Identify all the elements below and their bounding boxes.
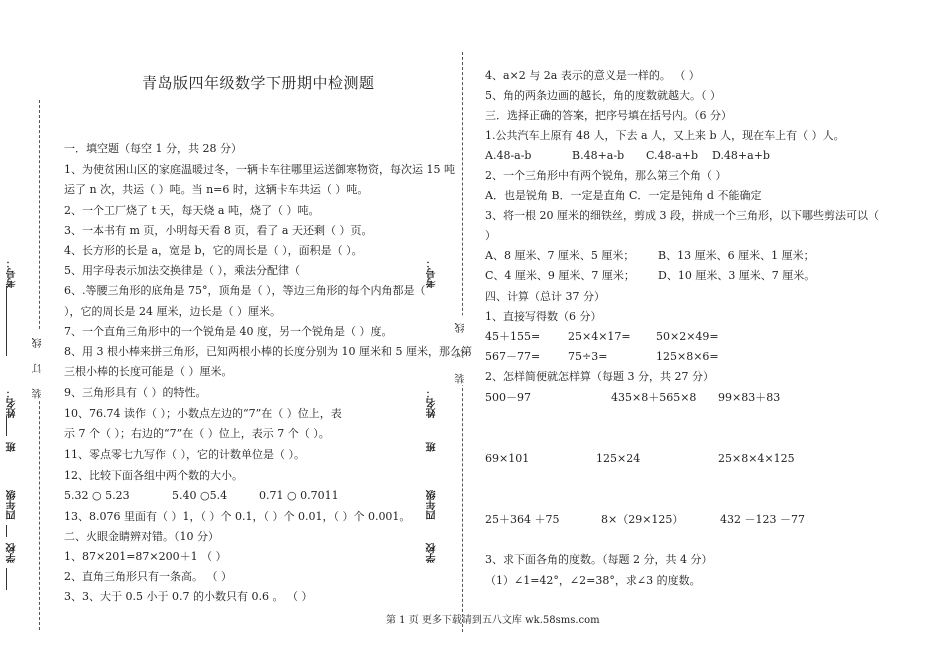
- xingming-fill-line-left: [6, 416, 8, 436]
- simplify-item: 25＋364 ＋75: [485, 513, 560, 526]
- choice-2-options: A．也是锐角 B．一定是直角 C．一定是钝角 d 不能确定: [485, 189, 762, 202]
- simplify-item: 435×8＋565×8: [611, 391, 697, 404]
- ban-label-left: 班: [7, 442, 18, 452]
- question-2: 2、一个工厂烧了 t 天，每天烧 a 吨，烧了（ ）吨。: [64, 204, 320, 217]
- judge-3: 3、3、大于 0.5 小于 0.7 的小数只有 0.6 。 （ ）: [64, 590, 313, 603]
- judge-5: 5、角的两条边画的越长，角的度数就越大。（ ）: [485, 89, 721, 102]
- question-8-line1: 8、用 3 根小棒来拼三角形，已知两根小棒的长度分别为 10 厘米和 5 厘米，那么第: [64, 345, 472, 358]
- part-2-heading: 2、怎样简便就怎样算（每题 3 分，共 27 分）: [485, 370, 714, 383]
- part-3-heading: 3、求下面各角的度数。（每题 2 分，共 4 分）: [485, 553, 713, 566]
- zhuangding-label-mid: 装 订 线: [456, 317, 467, 384]
- kaohao-fill-line-left: [6, 286, 8, 356]
- section-2-heading: 二、火眼金睛辨对错。（10 分）: [64, 530, 219, 543]
- question-6-line2: ），它的周长是 24 厘米，边长是（ ）厘米。: [64, 305, 281, 318]
- simplify-item: 69×101: [485, 452, 530, 465]
- simplify-item: 8×（29×125）: [601, 513, 684, 526]
- question-6-line1: 6、.等腰三角形的底角是 75°，顶角是（ ），等边三角形的每个内角都是（: [64, 284, 426, 297]
- xingming-label-mid: 姓名：: [427, 388, 438, 418]
- section-4-heading: 四、计算（总计 37 分）: [485, 290, 605, 303]
- simplify-item: 125×24: [596, 452, 641, 465]
- calc-item: 567－77=: [485, 350, 541, 363]
- question-13: 13、8.076 里面有（ ）1，（ ）个 0.1，（ ）个 0.01，（ ）个 0.001。: [64, 510, 411, 523]
- choice-3-line2: ）: [485, 229, 496, 242]
- judge-2: 2、直角三角形只有一条高。 （ ）: [64, 570, 232, 583]
- question-1-line1: 1、为使贫困山区的家庭温暖过冬，一辆卡车往哪里运送御寒物资，每次运 15 吨: [64, 163, 455, 176]
- choice-option: D.48+a+b: [712, 149, 770, 162]
- question-8-line2: 三根小棒的长度可能是（ ）厘米。: [64, 365, 233, 378]
- compare-item: 0.71 ○ 0.7011: [259, 489, 339, 502]
- xuexiao-label-mid: 学校: [427, 543, 438, 563]
- compare-item: 5.32 ○ 5.23: [64, 489, 130, 502]
- xuexiao-label-left: 学校: [7, 543, 18, 563]
- question-1-line2: 运了 n 次，共运（ ）吨。当 n=6 时，这辆卡车共运（ ）吨。: [64, 183, 369, 196]
- calc-item: 75÷3=: [568, 350, 608, 363]
- simplify-item: 99×83＋83: [718, 391, 781, 404]
- choice-3-option-b: B、13 厘米、6 厘米、1 厘米；: [658, 249, 815, 262]
- choice-option: C.48-a+b: [646, 149, 699, 162]
- xingming-label-left: 姓名：: [7, 388, 18, 418]
- section-1-heading: 一．填空题（每空 1 分，共 28 分）: [64, 142, 242, 155]
- simplify-item: 432 －123 －77: [720, 513, 805, 526]
- question-11: 11、零点零七九写作（ ），它的计数单位是（ ）。: [64, 448, 305, 461]
- kaohao-label-mid: 考号：: [427, 258, 438, 288]
- nianji-fill-line-left: [6, 525, 8, 537]
- xuexiao-fill-line-left: [6, 568, 8, 590]
- page-footer: 第 1 页 更多下载请到五八文库 wk.58sms.com: [386, 615, 600, 626]
- calc-item: 50×2×49=: [656, 330, 719, 343]
- calc-item: 45＋155=: [485, 330, 541, 343]
- part-1-heading: 1、直接写得数（6 分）: [485, 310, 602, 323]
- judge-4: 4、a×2 与 2a 表示的意义是一样的。 （ ）: [485, 69, 700, 82]
- choice-2: 2、一个三角形中有两个锐角，那么第三个角（ ）: [485, 169, 727, 182]
- zhuangding-label-left: 装 订 线: [33, 332, 44, 399]
- kaohao-label-left: 考号：: [7, 258, 18, 288]
- calc-item: 125×8×6=: [656, 350, 719, 363]
- question-5: 5、用字母表示加法交换律是（ ），乘法分配律（: [64, 264, 300, 277]
- question-10-line1: 10、76.74 读作（ ）；小数点左边的“7”在（ ）位上，表: [64, 407, 342, 420]
- angle-question-1: （1）∠1=42°，∠2=38°，求∠3 的度数。: [485, 574, 701, 587]
- choice-option: B.48+a-b: [572, 149, 625, 162]
- page-title: 青岛版四年级数学下册期中检测题: [142, 74, 375, 92]
- choice-3-option-d: D、10 厘米、3 厘米、7 厘米。: [658, 269, 816, 282]
- compare-item: 5.40 ○5.4: [172, 489, 228, 502]
- choice-3-option-a: A、8 厘米、7 厘米、5 厘米；: [485, 249, 635, 262]
- nianji-label-left: 四年级: [7, 490, 18, 520]
- choice-option: A.48-a-b: [485, 149, 532, 162]
- judge-1: 1、87×201=87×200＋1 （ ）: [64, 550, 227, 563]
- question-9: 9、三角形具有（ ）的特性。: [64, 386, 207, 399]
- choice-1: 1.公共汽车上原有 48 人，下去 a 人，又上来 b 人，现在车上有（ ）人。: [485, 129, 845, 142]
- nianji-label-mid: 四年级: [427, 490, 438, 520]
- choice-3-option-c: C、4 厘米、9 厘米、7 厘米；: [485, 269, 635, 282]
- section-3-heading: 三．选择正确的答案，把序号填在括号内。（6 分）: [485, 109, 732, 122]
- calc-item: 25×4×17=: [568, 330, 631, 343]
- question-10-line2: 示 7 个（ ）；右边的“7”在（ ）位上，表示 7 个（ ）。: [64, 427, 330, 440]
- question-12: 12、比较下面各组中两个数的大小。: [64, 469, 243, 482]
- question-3: 3、一本书有 m 页，小明每天看 8 页，看了 a 天还剩（ ）页。: [64, 224, 373, 237]
- question-4: 4、长方形的长是 a，宽是 b，它的周长是（ ），面积是（ ）。: [64, 244, 363, 257]
- ban-label-mid: 班: [427, 442, 438, 452]
- choice-3-line1: 3、将一根 20 厘米的细铁丝，剪成 3 段，拼成一个三角形，以下哪些剪法可以（: [485, 209, 879, 222]
- simplify-item: 25×8×4×125: [718, 452, 795, 465]
- simplify-item: 500－97: [485, 391, 531, 404]
- question-7: 7、一个直角三角形中的一个锐角是 40 度，另一个锐角是（ ）度。: [64, 325, 393, 338]
